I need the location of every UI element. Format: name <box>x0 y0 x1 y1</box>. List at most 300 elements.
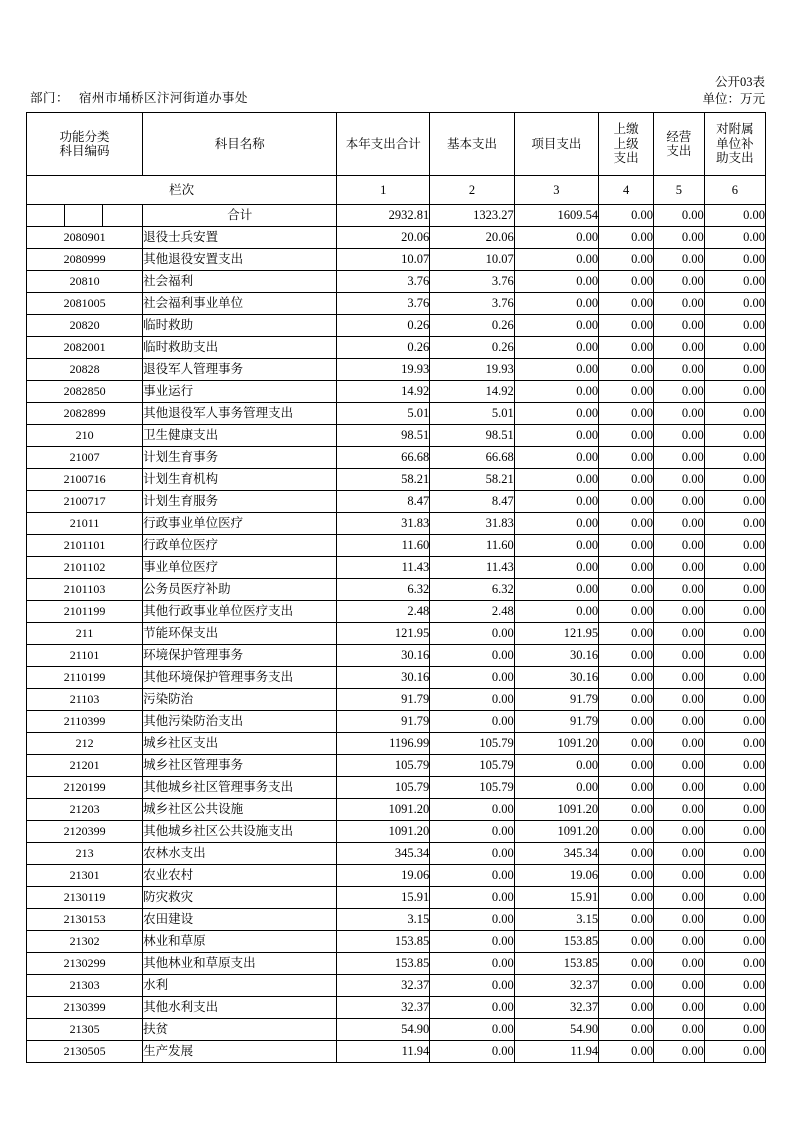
row-project: 15.91 <box>514 887 598 909</box>
department-name: 宿州市埇桥区汴河街道办事处 <box>79 91 249 105</box>
row-business: 0.00 <box>654 887 705 909</box>
row-code: 2080999 <box>27 249 143 271</box>
row-project: 1091.20 <box>514 733 598 755</box>
row-upper: 0.00 <box>599 887 654 909</box>
row-code: 21305 <box>27 1019 143 1041</box>
row-basic: 31.83 <box>430 513 514 535</box>
row-subject-name: 农业农村 <box>143 865 337 887</box>
table-body <box>27 205 766 1063</box>
row-subject-name: 城乡社区管理事务 <box>143 755 337 777</box>
row-subject-name: 城乡社区公共设施 <box>143 799 337 821</box>
row-affiliate: 0.00 <box>704 293 765 315</box>
row-code: 2080901 <box>27 227 143 249</box>
row-upper: 0.00 <box>599 403 654 425</box>
row-business: 0.00 <box>654 579 705 601</box>
unit-label: 单位：万元 <box>702 92 765 106</box>
table-row <box>27 733 766 755</box>
row-business: 0.00 <box>654 293 705 315</box>
row-basic: 19.93 <box>430 359 514 381</box>
row-year-total: 98.51 <box>337 425 430 447</box>
row-upper: 0.00 <box>599 447 654 469</box>
header-col-num-2: 2 <box>430 176 514 205</box>
header-subject-name: 科目名称 <box>143 113 337 176</box>
header-upper-line1: 上缴 <box>613 122 639 137</box>
table-row <box>27 337 766 359</box>
table-row <box>27 315 766 337</box>
table-row <box>27 227 766 249</box>
row-project: 0.00 <box>514 425 598 447</box>
total-xiang-cell <box>103 205 143 227</box>
row-upper: 0.00 <box>599 975 654 997</box>
row-upper: 0.00 <box>599 381 654 403</box>
header-upper-remittance <box>599 113 654 176</box>
row-subject-name: 农田建设 <box>143 909 337 931</box>
row-project: 0.00 <box>514 403 598 425</box>
row-affiliate: 0.00 <box>704 227 765 249</box>
header-col-num-1: 1 <box>337 176 430 205</box>
row-project: 0.00 <box>514 513 598 535</box>
row-subject-name: 事业单位医疗 <box>143 557 337 579</box>
table-row <box>27 645 766 667</box>
header-column-index-label: 栏次 <box>27 176 337 205</box>
row-code: 2130299 <box>27 953 143 975</box>
row-code: 2130153 <box>27 909 143 931</box>
row-affiliate: 0.00 <box>704 469 765 491</box>
row-code: 213 <box>27 843 143 865</box>
row-business: 0.00 <box>654 337 705 359</box>
table-row <box>27 799 766 821</box>
total-project: 1609.54 <box>514 205 598 227</box>
row-basic: 105.79 <box>430 777 514 799</box>
row-upper: 0.00 <box>599 1041 654 1063</box>
row-year-total: 1091.20 <box>337 821 430 843</box>
total-lei-cell <box>27 205 65 227</box>
row-upper: 0.00 <box>599 997 654 1019</box>
row-project: 0.00 <box>514 447 598 469</box>
row-code: 210 <box>27 425 143 447</box>
header-col-num-5: 5 <box>654 176 705 205</box>
row-affiliate: 0.00 <box>704 315 765 337</box>
row-code: 2110199 <box>27 667 143 689</box>
row-upper: 0.00 <box>599 579 654 601</box>
row-business: 0.00 <box>654 711 705 733</box>
row-basic: 0.00 <box>430 953 514 975</box>
row-year-total: 30.16 <box>337 645 430 667</box>
row-code: 21203 <box>27 799 143 821</box>
row-affiliate: 0.00 <box>704 777 765 799</box>
form-meta <box>702 74 765 108</box>
row-project: 19.06 <box>514 865 598 887</box>
row-year-total: 3.76 <box>337 293 430 315</box>
row-upper: 0.00 <box>599 359 654 381</box>
row-affiliate: 0.00 <box>704 799 765 821</box>
row-upper: 0.00 <box>599 513 654 535</box>
row-year-total: 66.68 <box>337 447 430 469</box>
row-affiliate: 0.00 <box>704 953 765 975</box>
row-code: 2130505 <box>27 1041 143 1063</box>
row-project: 0.00 <box>514 293 598 315</box>
row-year-total: 3.76 <box>337 271 430 293</box>
table-row <box>27 601 766 623</box>
row-basic: 0.00 <box>430 865 514 887</box>
row-project: 32.37 <box>514 997 598 1019</box>
row-affiliate: 0.00 <box>704 447 765 469</box>
row-business: 0.00 <box>654 733 705 755</box>
row-basic: 0.26 <box>430 337 514 359</box>
row-affiliate: 0.00 <box>704 601 765 623</box>
row-code: 2130399 <box>27 997 143 1019</box>
row-upper: 0.00 <box>599 535 654 557</box>
row-subject-name: 其他水利支出 <box>143 997 337 1019</box>
row-basic: 0.00 <box>430 1019 514 1041</box>
row-subject-name: 其他污染防治支出 <box>143 711 337 733</box>
row-project: 0.00 <box>514 249 598 271</box>
row-affiliate: 0.00 <box>704 755 765 777</box>
total-business: 0.00 <box>654 205 705 227</box>
row-project: 54.90 <box>514 1019 598 1041</box>
row-year-total: 32.37 <box>337 997 430 1019</box>
row-business: 0.00 <box>654 997 705 1019</box>
table-row <box>27 271 766 293</box>
row-business: 0.00 <box>654 315 705 337</box>
row-basic: 0.00 <box>430 843 514 865</box>
table-row <box>27 667 766 689</box>
row-upper: 0.00 <box>599 909 654 931</box>
row-project: 153.85 <box>514 931 598 953</box>
row-affiliate: 0.00 <box>704 843 765 865</box>
row-project: 0.00 <box>514 381 598 403</box>
row-code: 21201 <box>27 755 143 777</box>
row-business: 0.00 <box>654 755 705 777</box>
row-subject-name: 扶贫 <box>143 1019 337 1041</box>
table-row <box>27 1041 766 1063</box>
row-basic: 0.00 <box>430 909 514 931</box>
row-subject-name: 其他退役安置支出 <box>143 249 337 271</box>
row-year-total: 11.94 <box>337 1041 430 1063</box>
table-row <box>27 403 766 425</box>
row-year-total: 32.37 <box>337 975 430 997</box>
row-year-total: 105.79 <box>337 755 430 777</box>
table-row-total <box>27 205 766 227</box>
row-upper: 0.00 <box>599 601 654 623</box>
row-code: 2082850 <box>27 381 143 403</box>
row-code: 2100716 <box>27 469 143 491</box>
row-basic: 10.07 <box>430 249 514 271</box>
table-row <box>27 843 766 865</box>
row-basic: 0.00 <box>430 711 514 733</box>
row-affiliate: 0.00 <box>704 359 765 381</box>
row-subject-name: 其他退役军人事务管理支出 <box>143 403 337 425</box>
row-basic: 20.06 <box>430 227 514 249</box>
row-project: 0.00 <box>514 315 598 337</box>
row-affiliate: 0.00 <box>704 887 765 909</box>
row-year-total: 11.60 <box>337 535 430 557</box>
row-affiliate: 0.00 <box>704 535 765 557</box>
row-business: 0.00 <box>654 469 705 491</box>
row-upper: 0.00 <box>599 755 654 777</box>
row-year-total: 8.47 <box>337 491 430 513</box>
row-upper: 0.00 <box>599 337 654 359</box>
table-row <box>27 513 766 535</box>
row-business: 0.00 <box>654 513 705 535</box>
row-subject-name: 林业和草原 <box>143 931 337 953</box>
row-basic: 0.00 <box>430 931 514 953</box>
row-upper: 0.00 <box>599 623 654 645</box>
row-project: 91.79 <box>514 689 598 711</box>
row-affiliate: 0.00 <box>704 997 765 1019</box>
row-business: 0.00 <box>654 271 705 293</box>
row-code: 2110399 <box>27 711 143 733</box>
row-year-total: 11.43 <box>337 557 430 579</box>
row-affiliate: 0.00 <box>704 513 765 535</box>
row-code: 21101 <box>27 645 143 667</box>
row-subject-name: 事业运行 <box>143 381 337 403</box>
header-affiliate-line3: 助支出 <box>716 151 754 166</box>
row-affiliate: 0.00 <box>704 689 765 711</box>
total-affiliate: 0.00 <box>704 205 765 227</box>
row-upper: 0.00 <box>599 777 654 799</box>
row-upper: 0.00 <box>599 953 654 975</box>
table-row <box>27 931 766 953</box>
header-functional-code <box>27 113 143 176</box>
table-row <box>27 821 766 843</box>
row-subject-name: 环境保护管理事务 <box>143 645 337 667</box>
table-row <box>27 1019 766 1041</box>
table-header-row-2 <box>27 176 766 205</box>
row-subject-name: 生产发展 <box>143 1041 337 1063</box>
row-business: 0.00 <box>654 821 705 843</box>
row-project: 0.00 <box>514 337 598 359</box>
row-basic: 8.47 <box>430 491 514 513</box>
row-affiliate: 0.00 <box>704 557 765 579</box>
row-year-total: 2.48 <box>337 601 430 623</box>
row-code: 2120199 <box>27 777 143 799</box>
row-basic: 0.00 <box>430 887 514 909</box>
row-project: 3.15 <box>514 909 598 931</box>
header-upper-line3: 支出 <box>613 151 639 166</box>
row-business: 0.00 <box>654 359 705 381</box>
row-basic: 11.43 <box>430 557 514 579</box>
row-code: 21302 <box>27 931 143 953</box>
header-year-total: 本年支出合计 <box>337 113 430 176</box>
row-upper: 0.00 <box>599 689 654 711</box>
row-project: 32.37 <box>514 975 598 997</box>
row-year-total: 345.34 <box>337 843 430 865</box>
table-row <box>27 425 766 447</box>
row-affiliate: 0.00 <box>704 623 765 645</box>
header-affiliate-subsidy <box>704 113 765 176</box>
header-affiliate-line1: 对附属 <box>716 122 754 137</box>
header-functional-code-line1: 功能分类 <box>59 129 110 144</box>
row-code: 2100717 <box>27 491 143 513</box>
row-subject-name: 污染防治 <box>143 689 337 711</box>
table-row <box>27 777 766 799</box>
row-year-total: 58.21 <box>337 469 430 491</box>
row-affiliate: 0.00 <box>704 645 765 667</box>
row-affiliate: 0.00 <box>704 425 765 447</box>
row-business: 0.00 <box>654 403 705 425</box>
row-project: 0.00 <box>514 491 598 513</box>
row-code: 211 <box>27 623 143 645</box>
row-basic: 0.00 <box>430 667 514 689</box>
table-row <box>27 865 766 887</box>
row-code: 212 <box>27 733 143 755</box>
row-code: 2130119 <box>27 887 143 909</box>
row-affiliate: 0.00 <box>704 381 765 403</box>
row-upper: 0.00 <box>599 469 654 491</box>
row-code: 21303 <box>27 975 143 997</box>
total-upper: 0.00 <box>599 205 654 227</box>
row-subject-name: 农林水支出 <box>143 843 337 865</box>
row-business: 0.00 <box>654 865 705 887</box>
row-basic: 0.26 <box>430 315 514 337</box>
table-row <box>27 535 766 557</box>
row-project: 0.00 <box>514 579 598 601</box>
row-basic: 6.32 <box>430 579 514 601</box>
row-subject-name: 城乡社区支出 <box>143 733 337 755</box>
table-row <box>27 381 766 403</box>
row-project: 30.16 <box>514 645 598 667</box>
header-functional-code-line2: 科目编码 <box>59 144 110 158</box>
row-code: 2082899 <box>27 403 143 425</box>
row-business: 0.00 <box>654 601 705 623</box>
row-upper: 0.00 <box>599 249 654 271</box>
row-subject-name: 退役军人管理事务 <box>143 359 337 381</box>
row-project: 0.00 <box>514 359 598 381</box>
row-year-total: 0.26 <box>337 315 430 337</box>
table-row <box>27 249 766 271</box>
row-business: 0.00 <box>654 535 705 557</box>
row-upper: 0.00 <box>599 557 654 579</box>
row-business: 0.00 <box>654 491 705 513</box>
row-affiliate: 0.00 <box>704 271 765 293</box>
row-upper: 0.00 <box>599 843 654 865</box>
row-upper: 0.00 <box>599 733 654 755</box>
row-basic: 105.79 <box>430 733 514 755</box>
row-code: 2101101 <box>27 535 143 557</box>
table-row <box>27 997 766 1019</box>
row-code: 2101103 <box>27 579 143 601</box>
total-kuan-cell <box>65 205 103 227</box>
row-code: 20828 <box>27 359 143 381</box>
row-subject-name: 卫生健康支出 <box>143 425 337 447</box>
row-subject-name: 节能环保支出 <box>143 623 337 645</box>
row-basic: 11.60 <box>430 535 514 557</box>
table-row <box>27 447 766 469</box>
table-row <box>27 557 766 579</box>
row-subject-name: 其他环境保护管理事务支出 <box>143 667 337 689</box>
row-project: 345.34 <box>514 843 598 865</box>
header-upper-line2: 上级 <box>613 136 639 151</box>
header-basic-expenditure: 基本支出 <box>430 113 514 176</box>
table-row <box>27 469 766 491</box>
table-row <box>27 755 766 777</box>
row-upper: 0.00 <box>599 799 654 821</box>
total-label: 合计 <box>143 205 337 227</box>
row-upper: 0.00 <box>599 711 654 733</box>
row-code: 2101199 <box>27 601 143 623</box>
row-affiliate: 0.00 <box>704 711 765 733</box>
row-subject-name: 其他城乡社区公共设施支出 <box>143 821 337 843</box>
row-project: 0.00 <box>514 271 598 293</box>
row-year-total: 10.07 <box>337 249 430 271</box>
table-row <box>27 909 766 931</box>
row-subject-name: 社会福利事业单位 <box>143 293 337 315</box>
row-subject-name: 计划生育机构 <box>143 469 337 491</box>
row-code: 2120399 <box>27 821 143 843</box>
row-business: 0.00 <box>654 909 705 931</box>
row-subject-name: 退役士兵安置 <box>143 227 337 249</box>
row-year-total: 0.26 <box>337 337 430 359</box>
row-basic: 98.51 <box>430 425 514 447</box>
table-row <box>27 359 766 381</box>
header-col-num-3: 3 <box>514 176 598 205</box>
row-business: 0.00 <box>654 249 705 271</box>
row-affiliate: 0.00 <box>704 667 765 689</box>
row-upper: 0.00 <box>599 271 654 293</box>
header-col-num-4: 4 <box>599 176 654 205</box>
row-year-total: 153.85 <box>337 953 430 975</box>
row-subject-name: 行政单位医疗 <box>143 535 337 557</box>
row-project: 0.00 <box>514 777 598 799</box>
header-business-line1: 经营 <box>666 129 692 144</box>
department-line <box>30 88 248 106</box>
row-upper: 0.00 <box>599 315 654 337</box>
row-basic: 0.00 <box>430 821 514 843</box>
table-row <box>27 711 766 733</box>
row-project: 1091.20 <box>514 799 598 821</box>
row-business: 0.00 <box>654 931 705 953</box>
row-affiliate: 0.00 <box>704 909 765 931</box>
row-subject-name: 防灾救灾 <box>143 887 337 909</box>
row-subject-name: 其他行政事业单位医疗支出 <box>143 601 337 623</box>
row-affiliate: 0.00 <box>704 403 765 425</box>
row-code: 2082001 <box>27 337 143 359</box>
row-business: 0.00 <box>654 381 705 403</box>
row-affiliate: 0.00 <box>704 491 765 513</box>
row-basic: 0.00 <box>430 623 514 645</box>
table-row <box>27 689 766 711</box>
table-row <box>27 491 766 513</box>
row-basic: 105.79 <box>430 755 514 777</box>
row-affiliate: 0.00 <box>704 821 765 843</box>
row-year-total: 3.15 <box>337 909 430 931</box>
row-project: 30.16 <box>514 667 598 689</box>
row-code: 21301 <box>27 865 143 887</box>
row-project: 121.95 <box>514 623 598 645</box>
row-code: 20820 <box>27 315 143 337</box>
row-project: 153.85 <box>514 953 598 975</box>
row-affiliate: 0.00 <box>704 931 765 953</box>
row-year-total: 1091.20 <box>337 799 430 821</box>
row-upper: 0.00 <box>599 293 654 315</box>
row-basic: 0.00 <box>430 799 514 821</box>
row-year-total: 1196.99 <box>337 733 430 755</box>
page-header <box>0 74 793 108</box>
row-affiliate: 0.00 <box>704 1019 765 1041</box>
row-upper: 0.00 <box>599 1019 654 1041</box>
row-basic: 0.00 <box>430 689 514 711</box>
row-year-total: 14.92 <box>337 381 430 403</box>
row-year-total: 19.06 <box>337 865 430 887</box>
row-year-total: 91.79 <box>337 711 430 733</box>
row-basic: 66.68 <box>430 447 514 469</box>
row-year-total: 54.90 <box>337 1019 430 1041</box>
row-project: 0.00 <box>514 535 598 557</box>
row-business: 0.00 <box>654 227 705 249</box>
row-project: 0.00 <box>514 557 598 579</box>
form-number: 公开03表 <box>714 75 765 89</box>
